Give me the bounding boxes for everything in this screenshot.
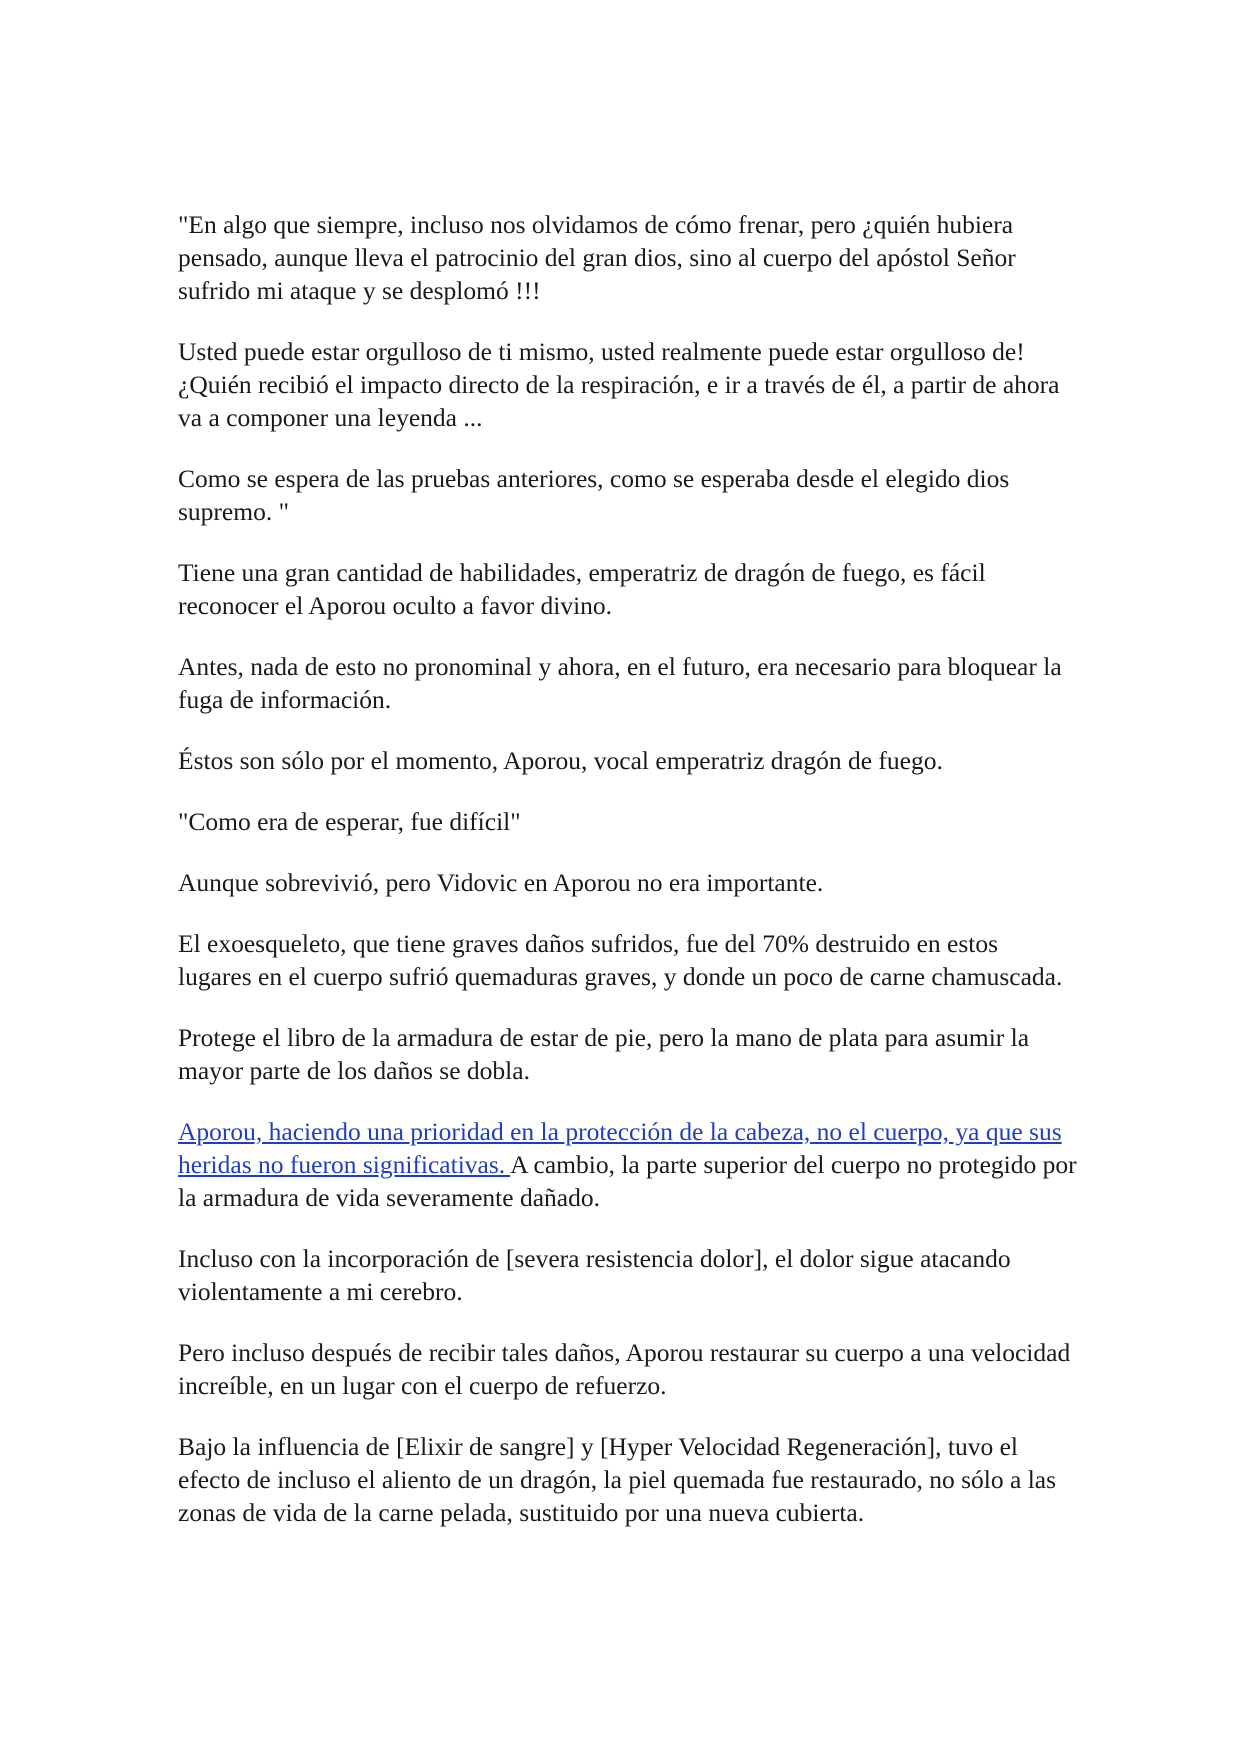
paragraph-5: Antes, nada de esto no pronominal y ahora, en el futuro, era necesario para bloquear la fuga de información. [178, 652, 1062, 714]
paragraph-11 [178, 1115, 1078, 1214]
paragraph-13: Pero incluso después de recibir tales daños, Aporou restaurar su cuerpo a una velocidad increíble, en un lugar con el cuerpo de refuerzo. [178, 1338, 1071, 1400]
paragraph-9: El exoesqueleto, que tiene graves daños sufridos, fue del 70% destruido en estos lugares en el cuerpo sufrió quemaduras graves, y donde un poco de carne chamuscada. [178, 929, 1063, 991]
paragraph-12: Incluso con la incorporación de [severa resistencia dolor], el dolor sigue atacando violentamente a mi cerebro. [178, 1244, 1011, 1306]
paragraph-10: Protege el libro de la armadura de estar de pie, pero la mano de plata para asumir la mayor parte de los daños se dobla. [178, 1023, 1030, 1085]
paragraph-14: Bajo la influencia de [Elixir de sangre] y [Hyper Velocidad Regeneración], tuvo el efecto de incluso el aliento de un dragón, la piel quemada fue restaurado, no sólo a las zonas de vida de la carne pelada, sustituido por una nueva cubierta. [178, 1432, 1057, 1527]
paragraph-4: Tiene una gran cantidad de habilidades, emperatriz de dragón de fuego, es fácil reconocer el Aporou oculto a favor divino. [178, 558, 986, 620]
paragraph-8: Aunque sobrevivió, pero Vidovic en Aporou no era importante. [178, 868, 824, 897]
paragraph-11-rest: A cambio, la parte superior del cuerpo no protegido por la armadura de vida severamente dañado. [178, 1150, 1077, 1212]
paragraph-7: "Como era de esperar, fue difícil" [178, 807, 521, 836]
paragraph-2: Usted puede estar orgulloso de ti mismo, usted realmente puede estar orgulloso de! ¿Quién recibió el impacto directo de la respiración, e ir a través de él, a partir de ahora va a componer una leyenda ... [178, 337, 1060, 432]
paragraph-3: Como se espera de las pruebas anteriores, como se esperaba desde el elegido dios supremo. " [178, 464, 1010, 526]
paragraph-1: "En algo que siempre, incluso nos olvidamos de cómo frenar, pero ¿quién hubiera pensado, aunque lleva el patrocinio del gran dios, sino al cuerpo del apóstol Señor sufrido mi ataque y se desplomó !!! [178, 210, 1016, 305]
inline-link[interactable]: Aporou, haciendo una prioridad en la protección de la cabeza, no el cuerpo, ya que sus heridas no fueron significativas. [178, 1117, 1062, 1179]
paragraph-6: Éstos son sólo por el momento, Aporou, vocal emperatriz dragón de fuego. [178, 746, 943, 775]
document-body [178, 208, 1078, 1557]
